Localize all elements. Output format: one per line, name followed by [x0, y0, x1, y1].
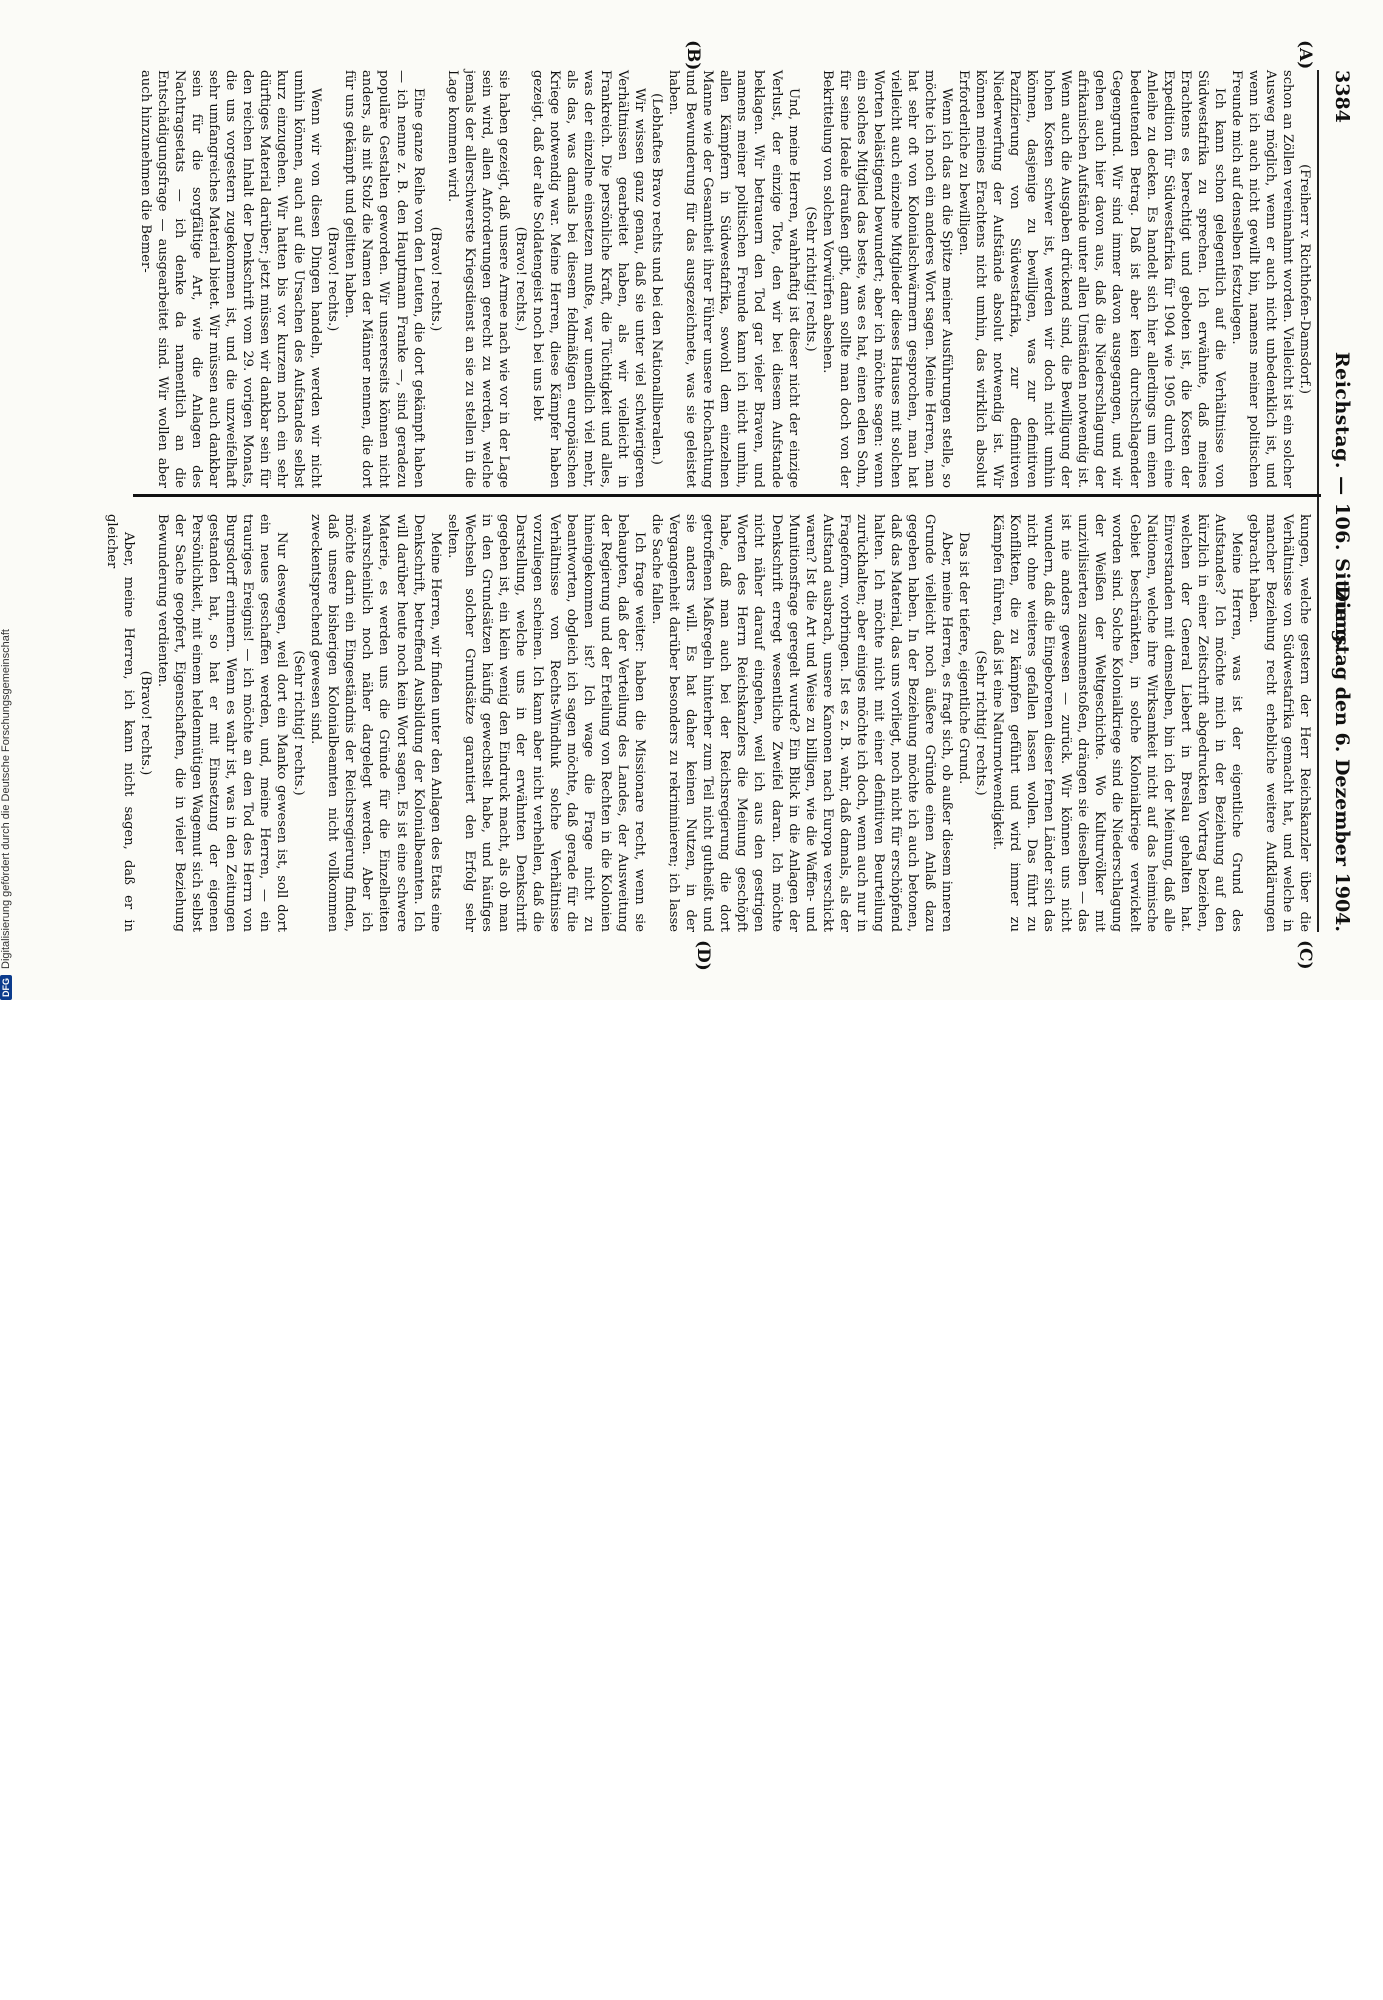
margin-marker-d: (D): [693, 940, 713, 971]
paragraph: Das ist der tiefere, eigentliche Grund.: [956, 532, 972, 785]
margin-marker-c: (C): [1295, 940, 1315, 970]
column-divider: [133, 494, 1321, 497]
paragraph: Aber, meine Herren, es fragt sich, ob außer diesem inneren Grunde vielleicht noch äußere Gründe einen Anlaß dazu gegeben haben. In der Beziehung möchte ich auch betonen, daß das Material, das uns vorliegt, noch nicht für erschöpfend halten. Ich möchte nicht mit einer definitiven Beurteilung zurückhalten; aber einiges möchte ich doch, wenn auch nur in Frageform, vorbringen. Ist es z. B. wahr, daß damals, als der Aufstand ausbrach, unsere Kanonen nach Europa verschickt waren? Ist die Art und Weise zu billigen, wie die Waffen- und Munitionsfrage geregelt wurde? Ein Blick in die Anlagen der Denkschrift erregt wesentliche Zweifel daran. Ich möchte nicht näher darauf eingehen, weil ich aus den gestrigen Worten des Herrn Reichskanzlers die Meinung geschöpft habe, daß man auch bei der Reichsregierung die dort getroffenen Maßregeln hinterher zum Teil nicht gutheißt und sie anders will. Es hat daher keinen Nutzen, in der Vergangenheit darüber besonders zu rekriminieren; ich lasse die Sache fallen.: [649, 514, 955, 932]
margin-marker-a: (A): [1295, 40, 1315, 70]
paragraph: Meine Herren, was ist der eigentliche Grund des Aufstandes? Ich möchte mich in der Beziehung auf den kürzlich in einer Zeitschrift abgedruckten Vortrag beziehen, welchen der General Liebert in Breslau gehalten hat. Einverstanden mit demselben, bin ich der Meinung, daß alle Nationen, welche ihre Wirksamkeit nicht auf das heimische Gebiet beschränkten, in solche Kolonialkriege verwickelt worden sind. Solche Kolonialkriege sind die Niederschlagung der Weißen der Weltgeschichte. Wo Kulturvölker mit unzivilisierten zusammenstoßen, drängen sie dieselben — das ist nie anders gewesen — zurück. Wir können uns nicht wundern, daß die Eingeborenen dieser fernen Länder sich das nicht ohne weiteres gefallen lassen wollen. Das führt zu Konflikten, die zu kämpfen geführt und wird immer zu Kämpfen führen, daß ist eine Naturnotwendigkeit.: [990, 514, 1244, 932]
paragraph: Aber, meine Herren, ich kann nicht sagen, daß er in gleicher: [103, 514, 136, 932]
speaker-line: (Freiherr v. Richthofen-Damsdorf.): [1297, 164, 1312, 394]
session-date: Dienstag den 6. Dezember 1904.: [1331, 585, 1353, 932]
paragraph: Ich frage weiter: haben die Missionare recht, wenn sie behaupten, daß der Verteilung des Landes, der Ausweitung der Regierung und der Erteilung von Rechten in die Kolonien hineingekommen ist? Ich wage die Frage nicht zu beantworten, obgleich ich sagen möchte, daß gerade für die Verhältnisse von Rechts-Windhuk solche Verhältnisse vorzuliegen scheinen. Ich kann aber nicht verhehlen, daß die Darstellung, welche uns in der erwähnten Denkschrift gegeben ist, ein klein wenig den Eindruck macht, als ob man in den Grundsätzen häufig gewechselt habe, und häufiges Wechseln solcher Grundsätze garantiert den Erfolg sehr selten.: [444, 514, 648, 932]
page-title: Reichstag. — 106. Sitzung.: [1331, 351, 1353, 651]
applause-note: (Bravo! rechts.): [427, 226, 443, 332]
page-header: [1321, 70, 1361, 932]
applause-note: (Sehr richtig! rechts.): [973, 650, 989, 796]
paragraph: Nur deswegen, weil dort ein Manko gewesen ist, soll dort ein neues geschaffen werden, und, meine Herren, — ein trauriges Ereignis! — ich möchte an den Tod des Herrn von Burgsdorff erinnern. Wenn es wahr ist, was in den Zeitungen gestanden hat, so hat er mit Einsetzung der eigenen Persönlichkeit, mit einem heldenmütigen Wagemut sich selbst der Sache geopfert, Eigenschaften, die in vieler Beziehung Bewunderung verdienten.: [154, 514, 290, 932]
applause-note: (Sehr richtig! rechts.): [291, 650, 307, 796]
paragraph: kungen, welche gestern der Herr Reichskanzler über die Verhältnisse von Südwestafrika gemacht hat, und welche in mancher Beziehung recht erhebliche weitere Aufklärungen gebracht haben.: [1245, 514, 1312, 932]
applause-note: (Sehr richtig! rechts.): [802, 206, 818, 352]
applause-note: (Bravo! rechts.): [325, 226, 341, 332]
paragraph: Eine ganze Reihe von den Leuten, die dort gekämpft haben — ich nenne z. B. den Hauptmann Franke —, sind geradezu populäre Gestalten geworden. Wir unsererseits können nicht anders, als mit Stolz die Namen der Männer nennen, die dort für uns gekämpft und gelitten haben.: [342, 70, 426, 488]
page-number: 3384: [1331, 70, 1353, 123]
header-rule: [1317, 70, 1319, 932]
applause-note: (Lebhaftes Bravo rechts und bei den Nationalliberalen.): [649, 93, 665, 465]
paragraph: Ich kann schon gelegentlich auf die Verhältnisse von Südwestafrika zu sprechen. Ich erwähnte, daß meines Erachtens es berechtigt und geboten ist, die Kosten der Expedition für Südwestafrika für 1904 wie 1905 durch eine Anleihe zu decken. Es handelt sich hier allerdings um einen bedeutenden Betrag. Daß ist aber kein durchschlagender Gegengrund. Wir sind immer davon ausgegangen, und wir gehen auch hier davon aus, daß die Niederschlagung der afrikanischen Aufstände unter allen Umständen notwendig ist. Wenn auch die Ausgaben drückend sind, die Bewilligung der hohen Kosten schwer ist, werden wir doch nicht umhin können, dasjenige zu bewilligen, was zur definitiven Pazifizierung von Südwestafrika, zur definitiven Niederwerfung der Aufstände absolut notwendig ist. Wir können meines Erachtens nicht umhin, das wirklich absolut Erforderliche zu bewilligen.: [956, 70, 1227, 488]
paragraph: Meine Herren, wir finden unter den Anlagen des Etats eine Denkschrift, betreffend Ausbildung der Kolonialbeamten. Ich will darüber heute noch kein Wort sagen. Es ist eine schwere Materie, es werden uns die Gründe für die Einzelheiten wahrscheinlich noch näher dargelegt werden. Aber ich möchte darin ein Eingeständnis der Reichsregierung finden, daß unsere bisherigen Kolonialbeamten nicht vollkommen zweckentsprechend gewesen sind.: [308, 514, 443, 932]
paragraph: Wenn wir von diesen Dingen handeln, werden wir nicht umhin können, auch auf die Ursachen des Aufstandes selbst kurz einzugehen. Wir hatten bis vor kurzem noch ein sehr dürftiges Material darüber; jetzt müssen wir dankbar sein für den reichen Inhalt der Denkschrift vom 29. vorigen Monats, die uns vorgestern zugekommen ist, und die unzweifelhaft sehr umfangreiches Material bietet. Wir müssen auch dankbar sein für die sorgfältige Art, wie die Anlagen des Nachtragsetats — ich denke da namentlich an die Entschädigungsfrage — ausgearbeitet sind. Wir wollen aber auch hinzunehmen die Bemer-: [137, 70, 324, 488]
paragraph: Und, meine Herren, wahrhaftig ist dieser nicht der einzige Verlust, der einzige Tote, den wir bei diesem Aufstande beklagen. Wir betrauern den Tod gar vieler Braven, und namens meiner politischen Freunde kann ich nicht umhin, allen Kämpfern in Südwestafrika, sowohl dem einzelnen Manne wie der Gesamtheit ihrer Führer unsere Hochachtung und Bewunderung für das ausgezeichnete, was sie geleistet haben.: [666, 70, 801, 488]
credit-text: Digitalisierung gefördert durch die Deutsche Forschungsgemeinschaft: [0, 629, 12, 969]
paragraph: Wenn ich das an die Spitze meiner Ausführungen stelle, so möchte ich noch ein anderes Wort sagen. Meine Herren, man hat sehr oft von Kolonialschwärmern gesprochen, man hat vielleicht auch einzelne Mitglieder dieses Hauses mit solchen Worten belästigend bewundert; aber ich möchte sagen: wenn ein solches Mitglied das beste, was es hat, einen edlen Sohn, für seine Ideale draußen gibt, dann sollte man doch von der Bekrittelung von solchen Vorwürfen absehen.: [819, 70, 955, 488]
applause-note: (Bravo! rechts.): [512, 226, 528, 332]
paragraph: sie haben gezeigt, daß unsere Armee nach wie vor in der Lage sein wird, allen Anforderungen gerecht zu werden, welche jemals der allerschwerste Kriegsdienst an sie zu stellen in die Lage kommen wird.: [444, 70, 511, 488]
applause-note: (Bravo! rechts.): [137, 670, 153, 776]
right-column: [103, 514, 1313, 932]
digitization-credit: [0, 629, 20, 2000]
dfg-logo: DFG: [0, 975, 12, 1000]
paragraph: Wir wissen ganz genau, daß sie unter viel schwierigeren Verhältnissen gearbeitet haben, als wir vielleicht in Frankreich. Die persönliche Kraft, die Tüchtigkeit und alles, was der einzelne einsetzen mußte, war unendlich viel mehr, als das, was damals bei diesem feldmäßigen europäischen Kriege notwendig war. Meine Herren, diese Kämpfer haben gezeigt, daß der alte Soldatengeist noch bei uns lebt: [529, 70, 648, 488]
paragraph: schon an Zöllen vereinnahmt worden. Vielleicht ist ein solcher Ausweg möglich, wenn er auch nicht unbedenklich ist, und wenn ich auch nicht gewillt bin, namens meiner politischen Freunde mich auf denselben festzulegen.: [1228, 70, 1295, 488]
left-column: [137, 70, 1313, 488]
margin-marker-b: (B): [683, 40, 703, 71]
